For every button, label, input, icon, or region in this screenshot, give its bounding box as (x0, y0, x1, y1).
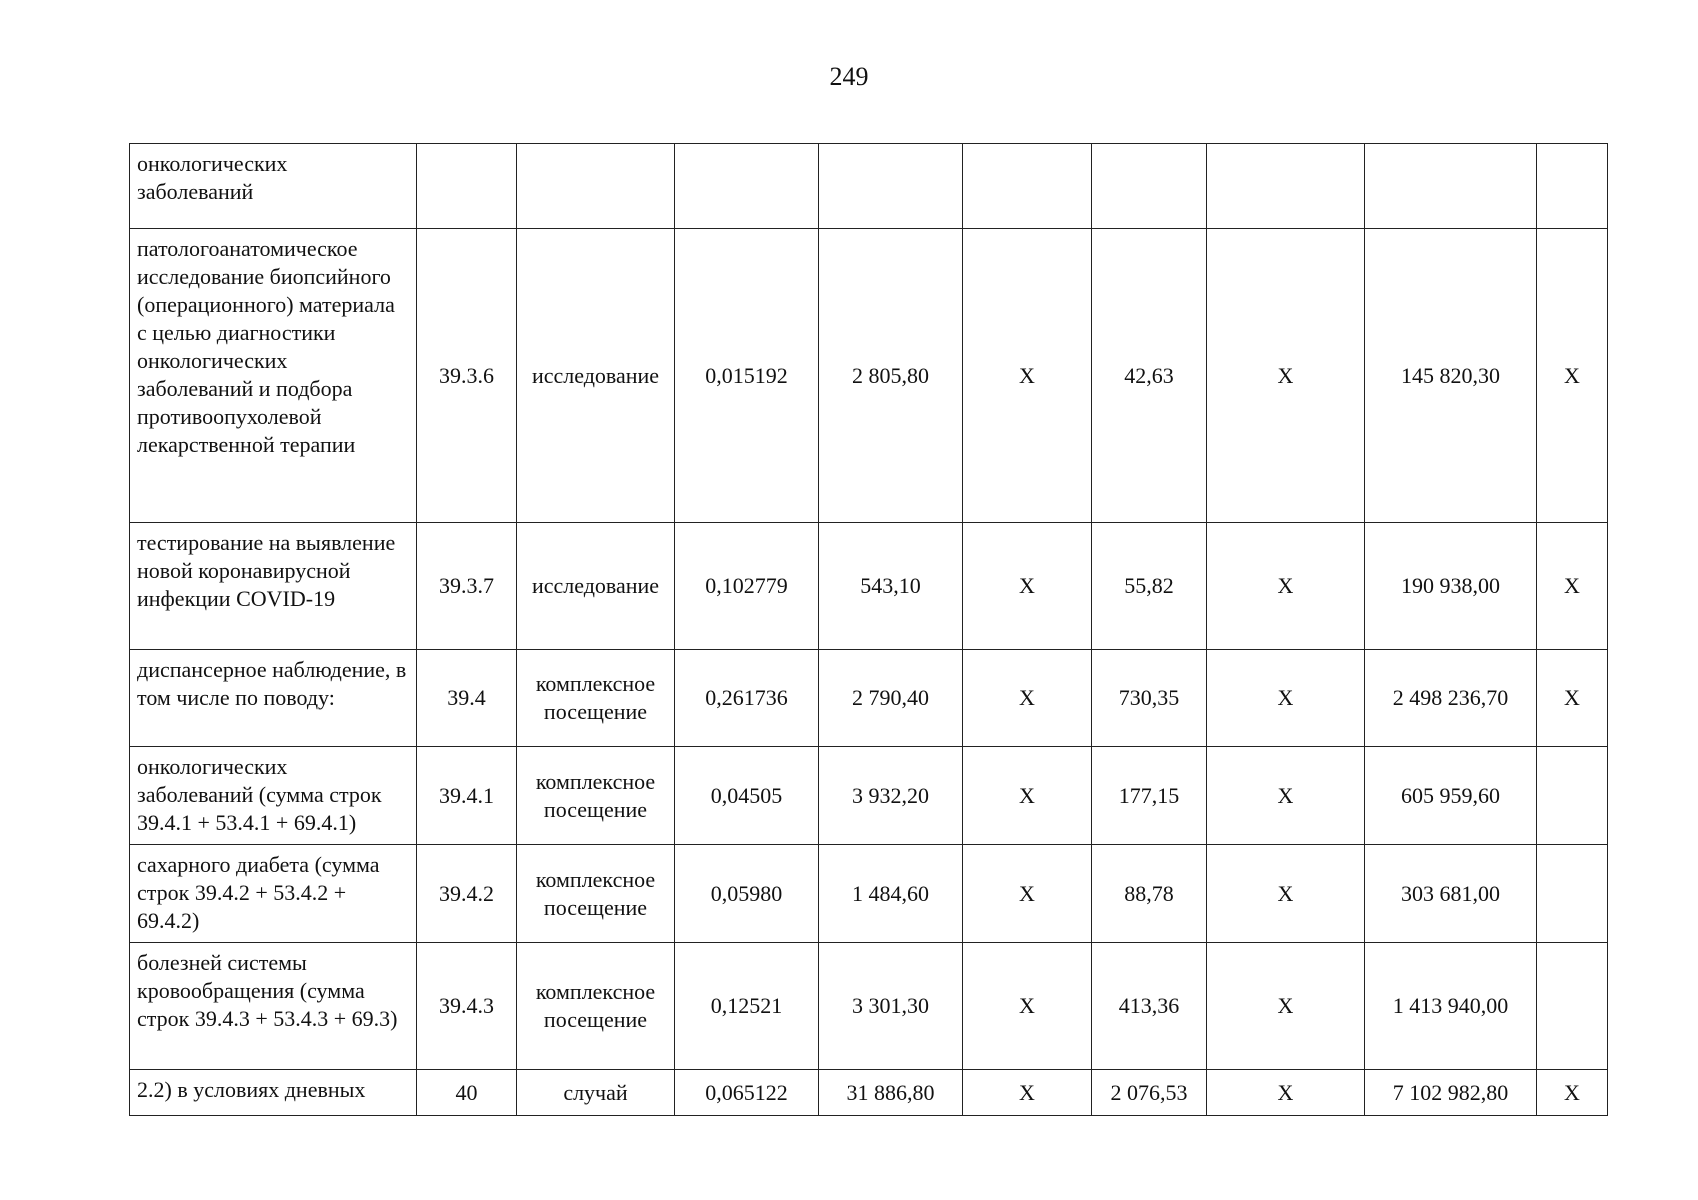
row-number-cell (417, 144, 517, 229)
column-8-cell: X (1207, 845, 1365, 943)
per-capita-cell: 177,15 (1092, 747, 1207, 845)
total-cost-cell: 2 498 236,70 (1365, 650, 1537, 747)
row-number-cell: 39.4.1 (417, 747, 517, 845)
table-row (130, 144, 1608, 229)
column-8-cell: X (1207, 943, 1365, 1070)
unit-cost-cell (819, 144, 963, 229)
norm-value-cell (675, 144, 819, 229)
item-name-cell: патологоанатомическое исследование биопсийного (операционного) материала с целью диагностики онкологических заболеваний и подбора противоопухолевой лекарственной терапии (130, 229, 417, 523)
column-6-cell: X (963, 845, 1092, 943)
column-6-cell: X (963, 1070, 1092, 1116)
total-cost-cell: 190 938,00 (1365, 523, 1537, 650)
unit-cost-cell: 2 790,40 (819, 650, 963, 747)
column-10-cell (1537, 144, 1608, 229)
total-cost-cell: 605 959,60 (1365, 747, 1537, 845)
per-capita-cell (1092, 144, 1207, 229)
unit-cell: исследование (517, 229, 675, 523)
total-cost-cell: 145 820,30 (1365, 229, 1537, 523)
column-10-cell: X (1537, 523, 1608, 650)
norm-value-cell: 0,102779 (675, 523, 819, 650)
per-capita-cell: 42,63 (1092, 229, 1207, 523)
column-10-cell: X (1537, 1070, 1608, 1116)
item-name-cell: онкологических заболеваний (130, 144, 417, 229)
unit-cost-cell: 31 886,80 (819, 1070, 963, 1116)
table-row (130, 523, 1608, 650)
unit-cell: комплексное посещение (517, 845, 675, 943)
norm-value-cell: 0,05980 (675, 845, 819, 943)
unit-cost-cell: 1 484,60 (819, 845, 963, 943)
row-number-cell: 39.4.2 (417, 845, 517, 943)
item-name-cell: 2.2) в условиях дневных (130, 1070, 417, 1116)
item-name-cell: тестирование на выявление новой коронавирусной инфекции COVID-19 (130, 523, 417, 650)
unit-cell: комплексное посещение (517, 943, 675, 1070)
table-body (130, 144, 1608, 1116)
item-name-cell: сахарного диабета (сумма строк 39.4.2 + 53.4.2 + 69.4.2) (130, 845, 417, 943)
table-row (130, 943, 1608, 1070)
unit-cell: комплексное посещение (517, 650, 675, 747)
column-6-cell: X (963, 650, 1092, 747)
norm-value-cell: 0,015192 (675, 229, 819, 523)
column-8-cell: X (1207, 650, 1365, 747)
total-cost-cell: 1 413 940,00 (1365, 943, 1537, 1070)
column-8-cell: X (1207, 229, 1365, 523)
column-8-cell: X (1207, 523, 1365, 650)
norm-value-cell: 0,04505 (675, 747, 819, 845)
item-name-cell: онкологических заболеваний (сумма строк 39.4.1 + 53.4.1 + 69.4.1) (130, 747, 417, 845)
column-6-cell (963, 144, 1092, 229)
column-10-cell (1537, 747, 1608, 845)
row-number-cell: 39.3.7 (417, 523, 517, 650)
per-capita-cell: 730,35 (1092, 650, 1207, 747)
table-row (130, 650, 1608, 747)
per-capita-cell: 2 076,53 (1092, 1070, 1207, 1116)
column-10-cell (1537, 943, 1608, 1070)
table-row (130, 1070, 1608, 1116)
column-6-cell: X (963, 943, 1092, 1070)
column-8-cell: X (1207, 747, 1365, 845)
norm-value-cell: 0,12521 (675, 943, 819, 1070)
norm-value-cell: 0,065122 (675, 1070, 819, 1116)
table-row (130, 845, 1608, 943)
per-capita-cell: 88,78 (1092, 845, 1207, 943)
norm-value-cell: 0,261736 (675, 650, 819, 747)
page-number: 249 (829, 62, 869, 91)
unit-cell (517, 144, 675, 229)
column-10-cell: X (1537, 650, 1608, 747)
column-6-cell: X (963, 523, 1092, 650)
unit-cell: исследование (517, 523, 675, 650)
total-cost-cell: 303 681,00 (1365, 845, 1537, 943)
row-number-cell: 39.4.3 (417, 943, 517, 1070)
row-number-cell: 39.3.6 (417, 229, 517, 523)
column-8-cell (1207, 144, 1365, 229)
unit-cell: случай (517, 1070, 675, 1116)
data-table (129, 143, 1608, 1116)
item-name-cell: болезней системы кровообращения (сумма строк 39.4.3 + 53.4.3 + 69.3) (130, 943, 417, 1070)
per-capita-cell: 55,82 (1092, 523, 1207, 650)
unit-cost-cell: 2 805,80 (819, 229, 963, 523)
row-number-cell: 40 (417, 1070, 517, 1116)
per-capita-cell: 413,36 (1092, 943, 1207, 1070)
column-10-cell: X (1537, 229, 1608, 523)
total-cost-cell (1365, 144, 1537, 229)
unit-cost-cell: 3 301,30 (819, 943, 963, 1070)
table-row (130, 747, 1608, 845)
column-8-cell: X (1207, 1070, 1365, 1116)
row-number-cell: 39.4 (417, 650, 517, 747)
table-row (130, 229, 1608, 523)
total-cost-cell: 7 102 982,80 (1365, 1070, 1537, 1116)
column-10-cell (1537, 845, 1608, 943)
column-6-cell: X (963, 229, 1092, 523)
unit-cell: комплексное посещение (517, 747, 675, 845)
unit-cost-cell: 543,10 (819, 523, 963, 650)
item-name-cell: диспансерное наблюдение, в том числе по поводу: (130, 650, 417, 747)
unit-cost-cell: 3 932,20 (819, 747, 963, 845)
column-6-cell: X (963, 747, 1092, 845)
